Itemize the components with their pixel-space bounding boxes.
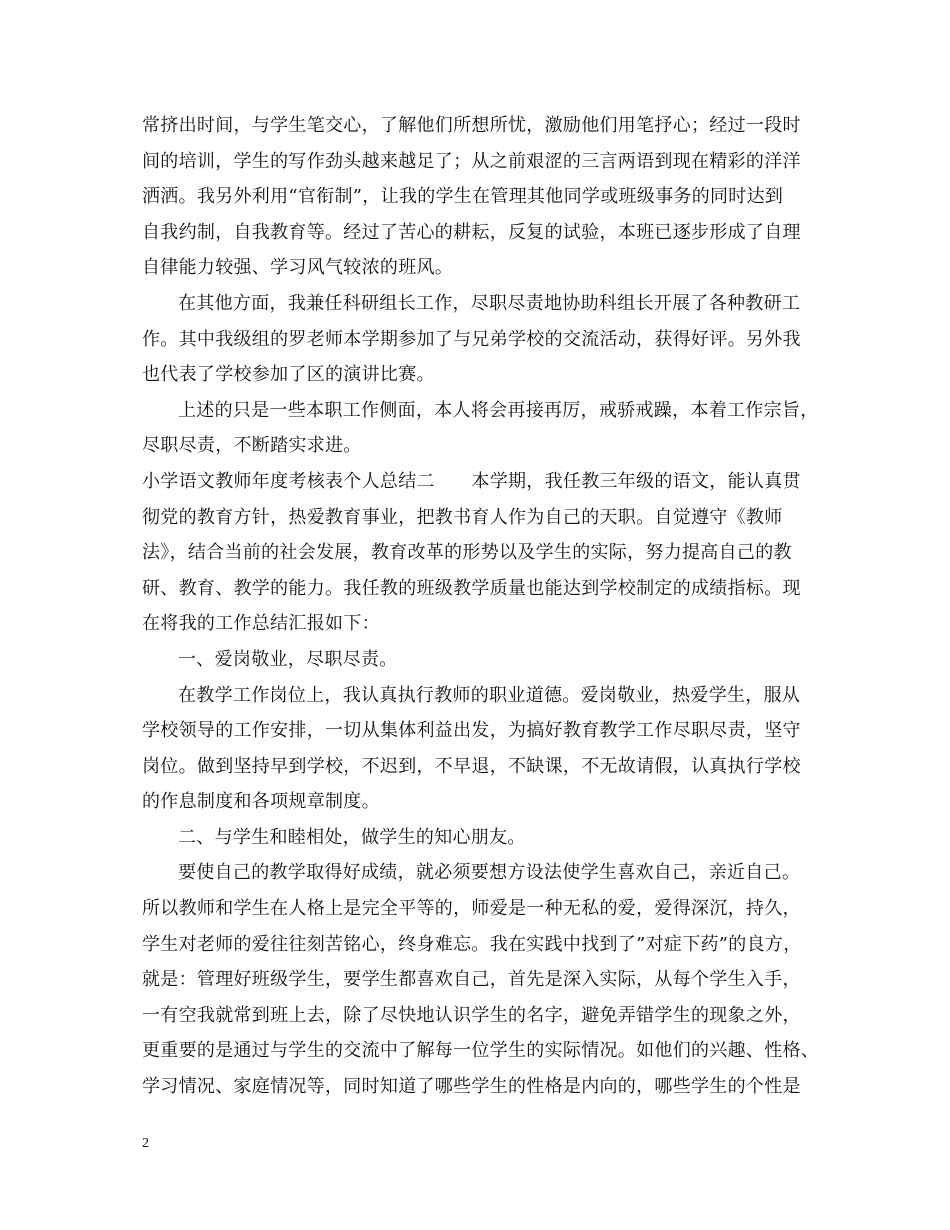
text-line: 就是：管理好班级学生，要学生都喜欢自己，首先是深入实际，从每个学生入手，: [142, 969, 801, 991]
text-line: 在教学工作岗位上，我认真执行教师的职业道德。爱岗敬业，热爱学生，服从: [178, 684, 801, 706]
text-line: 间的培训，学生的写作劲头越来越足了；从之前艰涩的三言两语到现在精彩的洋洋: [142, 150, 801, 172]
text-line: 在将我的工作总结汇报如下：: [142, 613, 380, 635]
text-line: 小学语文教师年度考核表个人总结二 本学期，我任教三年级的语文，能认真贯: [142, 470, 801, 492]
text-line: 一、爱岗敬业，尽职尽责。: [178, 648, 398, 670]
page-number: 2: [142, 1136, 149, 1151]
text-line: 所以教师和学生在人格上是完全平等的，师爱是一种无私的爱，爱得深沉，持久，: [142, 898, 801, 920]
text-line: 的作息制度和各项规章制度。: [142, 791, 380, 813]
text-line: 尽职尽责，不断踏实求进。: [142, 435, 362, 457]
text-line: 自律能力较强、学习风气较浓的班风。: [142, 257, 454, 279]
text-line: 常挤出时间，与学生笔交心，了解他们所想所忧，激励他们用笔抒心；经过一段时: [142, 115, 801, 136]
text-line: 研、教育、教学的能力。我任教的班级教学质量也能达到学校制定的成绩指标。现: [142, 577, 801, 599]
text-line: 学生对老师的爱往往刻苦铭心，终身难忘。我在实践中找到了”对症下药”的良方，: [142, 933, 802, 955]
text-line: 岗位。做到坚持早到学校，不迟到，不早退，不缺课，不无故请假，认真执行学校: [142, 755, 801, 777]
text-line: 洒洒。我另外利用“官衔制”，让我的学生在管理其他同学或班级事务的同时达到: [142, 186, 784, 208]
text-line: 二、与学生和睦相处，做学生的知心朋友。: [178, 826, 526, 848]
text-line: 作。其中我级组的罗老师本学期参加了与兄弟学校的交流活动，获得好评。另外我: [142, 328, 801, 350]
text-line: 学习情况、家庭情况等，同时知道了哪些学生的性格是内向的，哪些学生的个性是: [142, 1076, 801, 1098]
text-line: 一有空我就常到班上去，除了尽快地认识学生的名字，避免弄错学生的现象之外，: [142, 1004, 801, 1026]
text-line: 在其他方面，我兼任科研组长工作，尽职尽责地协助科组长开展了各种教研工: [178, 292, 801, 314]
text-line: 也代表了学校参加了区的演讲比赛。: [142, 364, 435, 386]
text-line: 彻党的教育方针，热爱教育事业，把教书育人作为自己的天职。自觉遵守《教师: [142, 506, 783, 528]
text-line: 自我约制，自我教育等。经过了苦心的耕耘，反复的试验，本班已逐步形成了自理: [142, 221, 801, 243]
document-body: [142, 108, 842, 1105]
text-line: 上述的只是一些本职工作侧面，本人将会再接再厉，戒骄戒躁，本着工作宗旨，: [178, 399, 819, 421]
text-line: 学校领导的工作安排，一切从集体利益出发，为搞好教育教学工作尽职尽责，坚守: [142, 720, 801, 742]
text-line: 更重要的是通过与学生的交流中了解每一位学生的实际情况。如他们的兴趣、性格、: [142, 1040, 820, 1062]
text-line: 法》，结合当前的社会发展，教育改革的形势以及学生的实际，努力提高自己的教: [142, 542, 792, 564]
text-line: 要使自己的教学取得好成绩，就必须要想方设法使学生喜欢自己，亲近自己。: [178, 862, 801, 884]
